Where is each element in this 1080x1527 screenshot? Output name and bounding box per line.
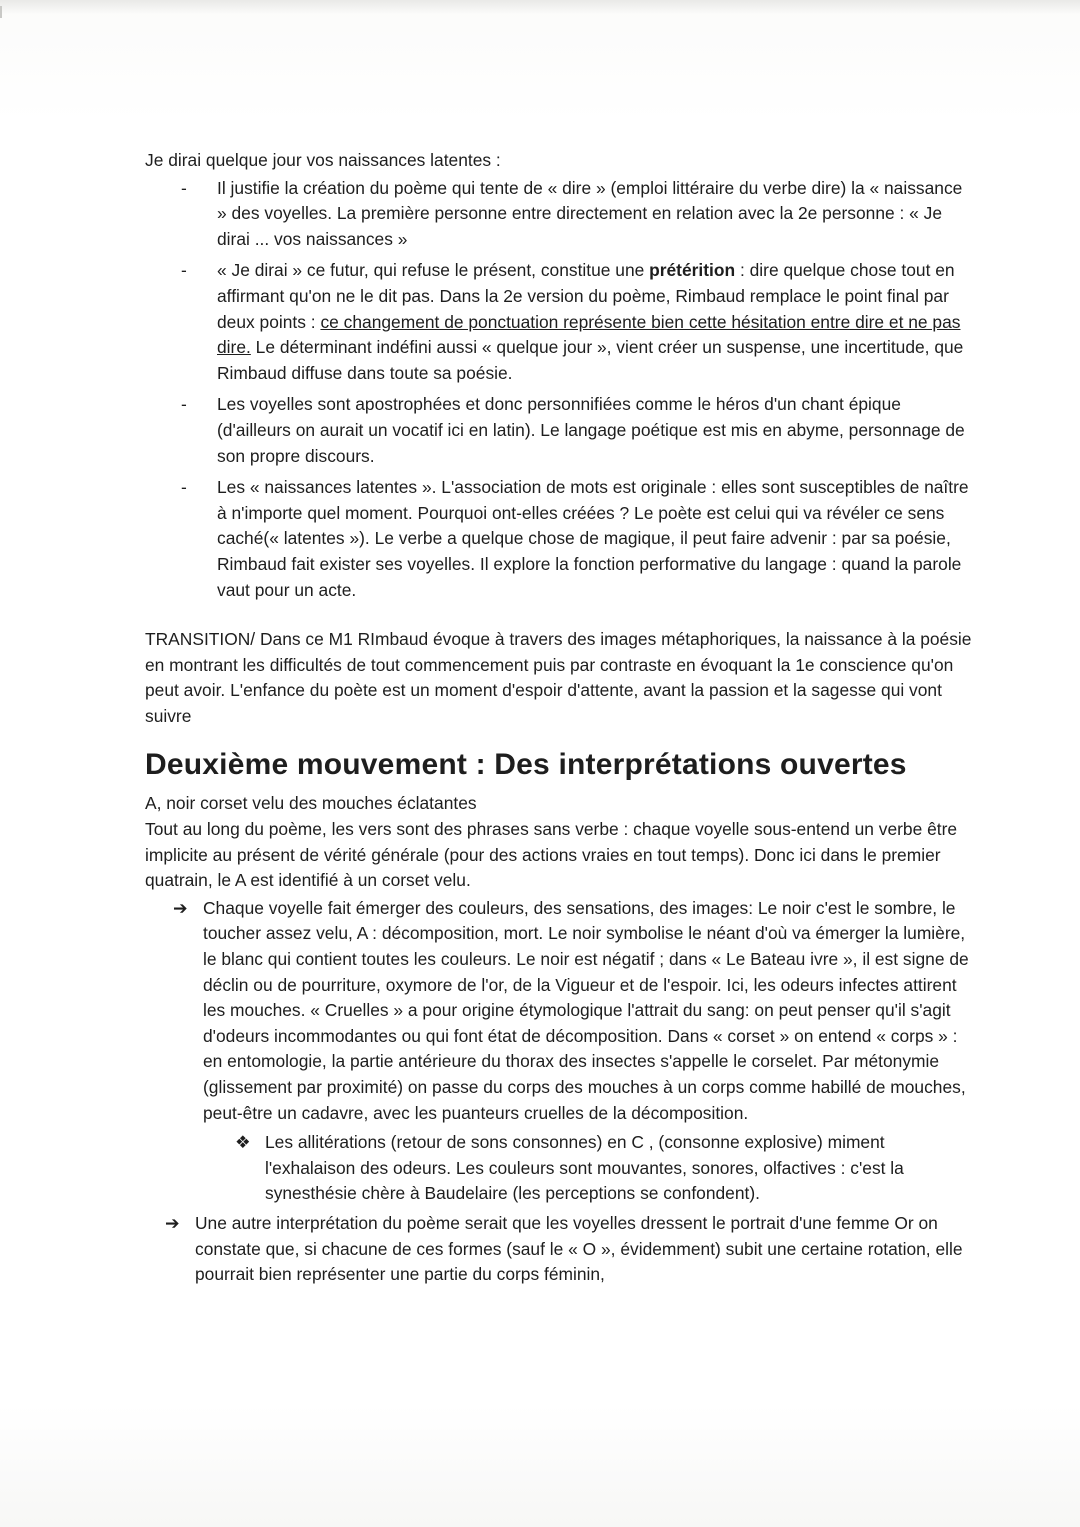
list-item-text-c: Le déterminant indéfini aussi « quelque jour », vient créer un suspense, une incertitude, que Rimbaud diffuse dans toute sa poésie.	[217, 337, 964, 383]
arrow-right-icon: ➔	[173, 897, 188, 918]
arrow-list	[145, 896, 975, 1207]
scan-corner-mark	[0, 6, 2, 18]
arrow-list-2	[145, 1211, 975, 1288]
arrow-right-icon: ➔	[165, 1212, 180, 1233]
list-item-text-a: « Je dirai » ce futur, qui refuse le présent, constitue une	[217, 260, 650, 281]
list-item	[145, 258, 975, 386]
underlined-statement: ce changement de ponctuation représente bien cette hésitation entre dire et ne pas dire.	[217, 311, 961, 358]
list-item-text: Les « naissances latentes ». L'association de mots est originale : elles sont susceptibles de naître à n'importe quel moment. Pourquoi ont-elles créées ? Le poète est celui qui va révéler ce sens caché(« latentes »). Le verbe a quelque chose de magique, il peut faire advenir : par sa poésie, Rimbaud fait exister ses voyelles. Il explore la fonction performative du langage : quand la parole vaut pour un acte.	[217, 477, 969, 600]
diamond-list	[203, 1130, 975, 1207]
diamond-list-item	[203, 1130, 975, 1207]
arrow-list-item	[145, 1211, 975, 1288]
diamond-list-item-text: Les allitérations (retour de sons consonnes) en C , (consonne explosive) miment l'exhalaison des odeurs. Les couleurs sont mouvantes, sonores, olfactives : c'est la synesthésie chère à Baudelaire (les perceptions se confondent).	[265, 1132, 904, 1204]
spacer	[145, 603, 975, 627]
list-item-text: Les voyelles sont apostrophées et donc personnifiées comme le héros d'un chant épique (d'ailleurs on aurait un vocatif ici en latin). Le langage poétique est mis en abyme, personnage de son propre discours.	[217, 394, 965, 466]
list-item	[145, 392, 975, 469]
intro-analysis-list	[145, 176, 975, 604]
arrow-list-item-text: Une autre interprétation du poème serait que les voyelles dressent le portrait d'une femme Or on constate que, si chacune de ces formes (sauf le « O », évidemment) subit une certaine rotation, elle pourrait bien représenter une partie du corps féminin,	[195, 1212, 963, 1285]
arrow-list-item	[145, 896, 975, 1207]
preterition-term: prétérition	[649, 260, 736, 281]
scan-top-edge	[0, 0, 1080, 14]
transition-paragraph: TRANSITION/ Dans ce M1 RImbaud évoque à travers des images métaphoriques, la naissance à la poésie en montrant les difficultés de tout commencement puis par contraste en évoquant la 1e conscience qu'on peut avoir. L'enfance du poète est un moment d'espoir d'attente, avant la passion et la sagesse qui vont suivre	[145, 629, 972, 726]
arrow-list-item-text: Chaque voyelle fait émerger des couleurs, des sensations, des images: Le noir c'est le sombre, le toucher assez velu, A : décomposition, mort. Le noir symbolise le néant d'où va émerger la lumière, le blanc qui contient toutes les couleurs. Le noir est négatif ; dans « Le Bateau ivre », il est signe de déclin ou de pourriture, oxymore de l'or, de la Vigueur et de l'espoir. Ici, les odeurs infectes attirent les mouches. « Cruelles » a pour origine étymologique l'attrait du sang: on peut penser qu'il s'agit d'odeurs incommodantes ou qui font état de décomposition. Dans « corset » on entend « corps » : en entomologie, la partie antérieure du thorax des insectes s'appelle le corselet. Par métonymie (glissement par proximité) on passe du corps des mouches à un corps comme habillé de mouches, peut-être un cadavre, avec les puanteurs cruelles de la décomposition.	[203, 897, 969, 1123]
section-paragraph: Tout au long du poème, les vers sont des phrases sans verbe : chaque voyelle sous-entend un verbe être implicite au présent de vérité générale (pour des actions vraies en tout temps). Donc ici dans le premier quatrain, le A est identifié à un corset velu.	[145, 819, 958, 891]
list-item-text: Il justifie la création du poème qui tente de « dire » (emploi littéraire du verbe dire) la « naissance » des voyelles. La première personne entre directement en relation avec la 2e personne : « Je dirai ... vos naissances »	[217, 177, 963, 249]
diamond-bullet-icon: ❖	[235, 1132, 251, 1153]
list-item	[145, 475, 975, 603]
section-verse-line: A, noir corset velu des mouches éclatantes	[145, 793, 477, 814]
section-heading: Deuxième mouvement : Des interprétations ouvertes	[145, 748, 907, 782]
page-content	[145, 148, 975, 1288]
list-item-text-b: : dire quelque chose tout en affirmant qu'on ne le dit pas. Dans la 2e version du poème, Rimbaud remplace le point final par deux points :	[217, 260, 955, 332]
list-item	[145, 176, 975, 253]
intro-verse-line: Je dirai quelque jour vos naissances latentes :	[145, 150, 501, 170]
